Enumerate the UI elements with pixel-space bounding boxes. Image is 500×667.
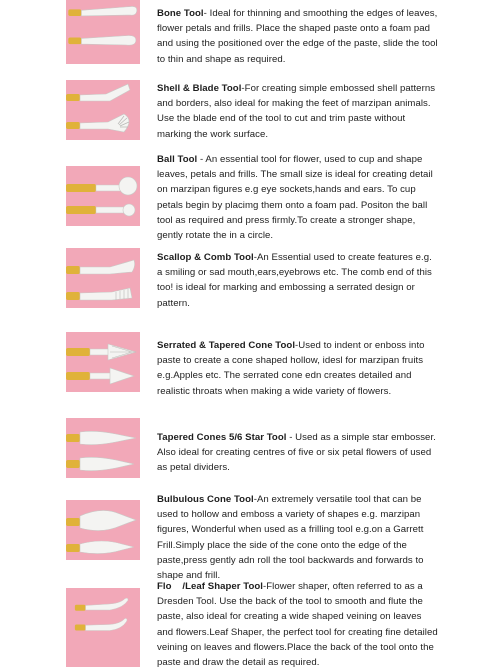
ball-tool-icon xyxy=(66,166,140,226)
tool-name: Flo /Leaf Shaper Tool xyxy=(157,581,264,592)
tool-name: Ball Tool xyxy=(157,154,198,165)
tool-description: -An Essential used to create features e.g. a smiling or sad mouth,ears,eyebrows etc. The comb end of this too! is ideal for marking and embossing a serrated design or pattern. xyxy=(157,252,432,309)
shell-blade-tool-icon xyxy=(66,80,140,140)
leaf-shaper-tool-icon xyxy=(66,588,140,667)
tool-name: Shell & Blade Tool xyxy=(157,83,242,94)
tool-name: Bone Tool xyxy=(157,8,204,19)
tool-description: -Flower shaper, often referred to as a Dresden Tool. Use the back of the tool to smooth and flute the paste, also ideal for creating a wide shaped veining on leaves and flowers.Leaf Shaper, the perfect tool for creating fine detailed veining on leaves and flowers.Place the back of the tool onto the paste and draw the detail as required. xyxy=(157,581,438,667)
tool-description: -Used to indent or enboss into paste to create a cone shaped hollow, idesl for marzipan fruits e.g.Apples etc. The serrated cone edn creates detailed and realistic throats when making a wide variety of flowers. xyxy=(157,340,425,397)
tool-description: -An extremely versatile tool that can be used to hollow and emboss a variety of shapes e.g. marzipan figures, Wonderful when used as a frilling tool e.g.on a Garrett Frill.Simply place the side of the cone onto the edge of the paste,press gently adn roll the tool backwards and forwards to shape and frill. xyxy=(157,494,424,582)
tool-name: Bulbulous Cone Tool xyxy=(157,494,254,505)
bulbulous-cone-tool-icon xyxy=(66,500,140,560)
serrated-cone-tool-icon xyxy=(66,332,140,392)
star-tool-icon xyxy=(66,418,140,478)
tool-name: Scallop & Comb Tool xyxy=(157,252,254,263)
tool-name: Serrated & Tapered Cone Tool xyxy=(157,340,296,351)
bone-tool-icon xyxy=(66,0,140,64)
scallop-comb-tool-icon xyxy=(66,248,140,308)
tool-description: - Ideal for thinning and smoothing the edges of leaves, flower petals and frills. Place the shaped paste onto a foam pad and using the positioned over the edge of the paste, slide the tool to thin and shape as required. xyxy=(157,8,438,65)
tool-description: -For creating simple embossed shell patterns and borders, also ideal for making the feet of marzipan animals. Use the blade end of the tool to cut and trim paste without marking the work surface. xyxy=(157,83,436,140)
tool-description: - Used as a simple star embosser. Also ideal for creating centres of five or six petal flowers of used as petal dividers. xyxy=(157,432,436,474)
tool-name: Tapered Cones 5/6 Star Tool xyxy=(157,432,287,443)
tool-description: - An essential tool for flower, used to cup and shape leaves, petals and frills. The small size is ideal for creating detail on marzipan figures e.g eye sockets,hands and ears. To cup petals begin by placimg them onto a foam pad. Positon the ball tool as required and press firmly.To create a stronger shape, gently rotate the in a circle. xyxy=(157,154,433,242)
